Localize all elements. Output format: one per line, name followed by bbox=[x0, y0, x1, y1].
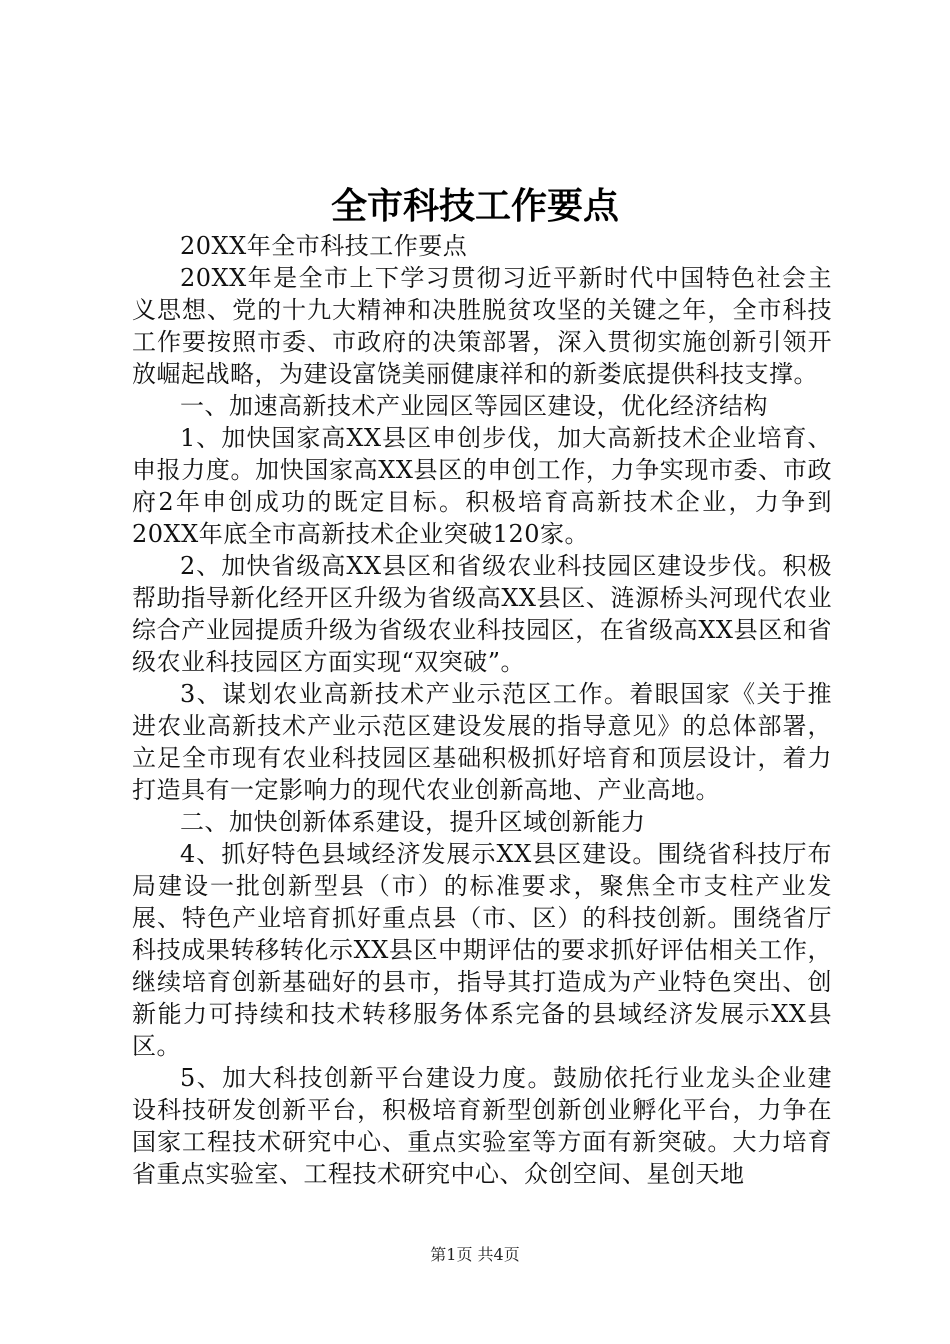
item-paragraph-5: 5、加大科技创新平台建设力度。鼓励依托行业龙头企业建设科技研发创新平台，积极培育新型创新创业孵化平台，力争在国家工程技术研究中心、重点实验室等方面有新突破。大力培育省重点实验室、工程技术研究中心、众创空间、星创天地 bbox=[132, 1064, 832, 1188]
item-paragraph-4: 4、抓好特色县域经济发展示XX县区建设。围绕省科技厅布局建设一批创新型县（市）的标准要求，聚焦全市支柱产业发展、特色产业培育抓好重点县（市、区）的科技创新。围绕省厅科技成果转移转化示XX县区中期评估的要求抓好评估相关工作，继续培育创新基础好的县市，指导其打造成为产业特色突出、创新能力可持续和技术转移服务体系完备的县域经济发展示XX县区。 bbox=[132, 840, 832, 1060]
document-title: 全市科技工作要点 bbox=[330, 185, 619, 227]
section-heading-2: 二、加快创新体系建设，提升区域创新能力 bbox=[180, 808, 646, 836]
section-heading-1: 一、加速高新技术产业园区等园区建设，优化经济结构 bbox=[180, 392, 768, 420]
subtitle-paragraph: 20XX年全市科技工作要点 bbox=[180, 232, 468, 260]
item-paragraph-2: 2、加快省级高XX县区和省级农业科技园区建设步伐。积极帮助指导新化经开区升级为省级高XX县区、涟源桥头河现代农业综合产业园提质升级为省级农业科技园区，在省级高XX县区和省级农业科技园区方面实现“双突破”。 bbox=[132, 552, 832, 676]
page-number-footer: 第1页 共4页 bbox=[430, 1245, 520, 1264]
item-paragraph-3: 3、谋划农业高新技术产业示范区工作。着眼国家《关于推进农业高新技术产业示范区建设发展的指导意见》的总体部署，立足全市现有农业科技园区基础积极抓好培育和顶层设计，着力打造具有一定影响力的现代农业创新高地、产业高地。 bbox=[132, 680, 832, 804]
document-body bbox=[132, 230, 832, 1190]
item-paragraph-1: 1、加快国家高XX县区申创步伐，加大高新技术企业培育、申报力度。加快国家高XX县区的申创工作，力争实现市委、市政府2年申创成功的既定目标。积极培育高新技术企业，力争到20XX年底全市高新技术企业突破120家。 bbox=[132, 424, 832, 548]
intro-paragraph: 20XX年是全市上下学习贯彻习近平新时代中国特色社会主义思想、党的十九大精神和决胜脱贫攻坚的关键之年，全市科技工作要按照市委、市政府的决策部署，深入贯彻实施创新引领开放崛起战略，为建设富饶美丽健康祥和的新娄底提供科技支撑。 bbox=[132, 264, 832, 388]
